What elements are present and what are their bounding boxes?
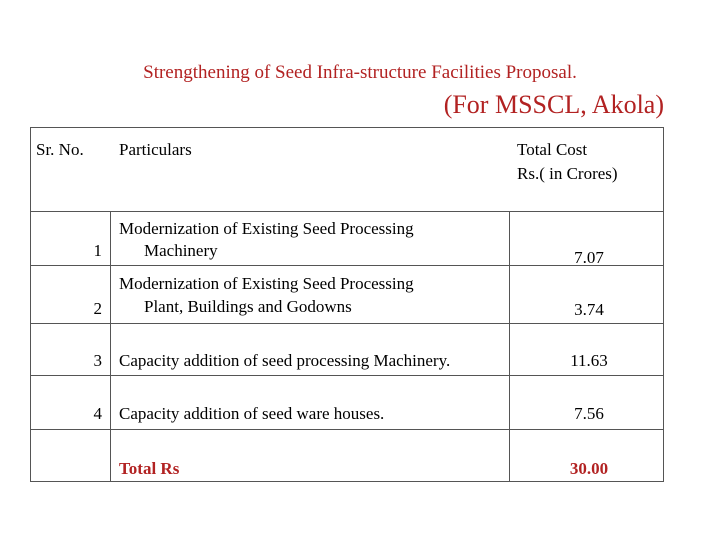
cost-table	[30, 127, 664, 482]
header-particulars: Particulars	[119, 140, 192, 159]
row-2-cost: 3.74	[574, 300, 604, 319]
row-1-particulars-cont: Machinery	[144, 241, 218, 260]
row-3-particulars: Capacity addition of seed processing Machinery.	[119, 351, 451, 370]
document-title: Strengthening of Seed Infra-structure Facilities Proposal.	[143, 62, 577, 83]
total-label: Total Rs	[119, 459, 180, 478]
row-2-particulars: Modernization of Existing Seed Processing	[119, 274, 414, 293]
row-3-sr: 3	[93, 351, 102, 370]
row-4-sr: 4	[93, 404, 102, 423]
row-1-cost: 7.07	[574, 248, 604, 267]
row-1-particulars: Modernization of Existing Seed Processing	[119, 219, 414, 238]
row-2-particulars-cont: Plant, Buildings and Godowns	[144, 297, 352, 316]
header-total-cost: Total Cost	[517, 140, 588, 159]
row-1-sr: 1	[93, 241, 102, 260]
row-2-sr: 2	[93, 299, 102, 318]
column-divider	[509, 211, 510, 482]
row-divider	[30, 375, 664, 376]
document-subtitle: (For MSSCL, Akola)	[443, 90, 664, 119]
header-total-cost-unit: Rs.( in Crores)	[517, 164, 618, 183]
row-4-particulars: Capacity addition of seed ware houses.	[119, 404, 385, 423]
row-divider	[30, 429, 664, 430]
column-divider	[110, 211, 111, 482]
row-divider	[30, 323, 664, 324]
row-3-cost: 11.63	[570, 351, 608, 370]
header-sr-no: Sr. No.	[36, 140, 84, 159]
row-4-cost: 7.56	[574, 404, 604, 423]
total-value: 30.00	[569, 459, 609, 478]
table-border-top	[30, 127, 664, 128]
table-border-bottom	[30, 481, 664, 482]
row-divider	[30, 211, 664, 212]
